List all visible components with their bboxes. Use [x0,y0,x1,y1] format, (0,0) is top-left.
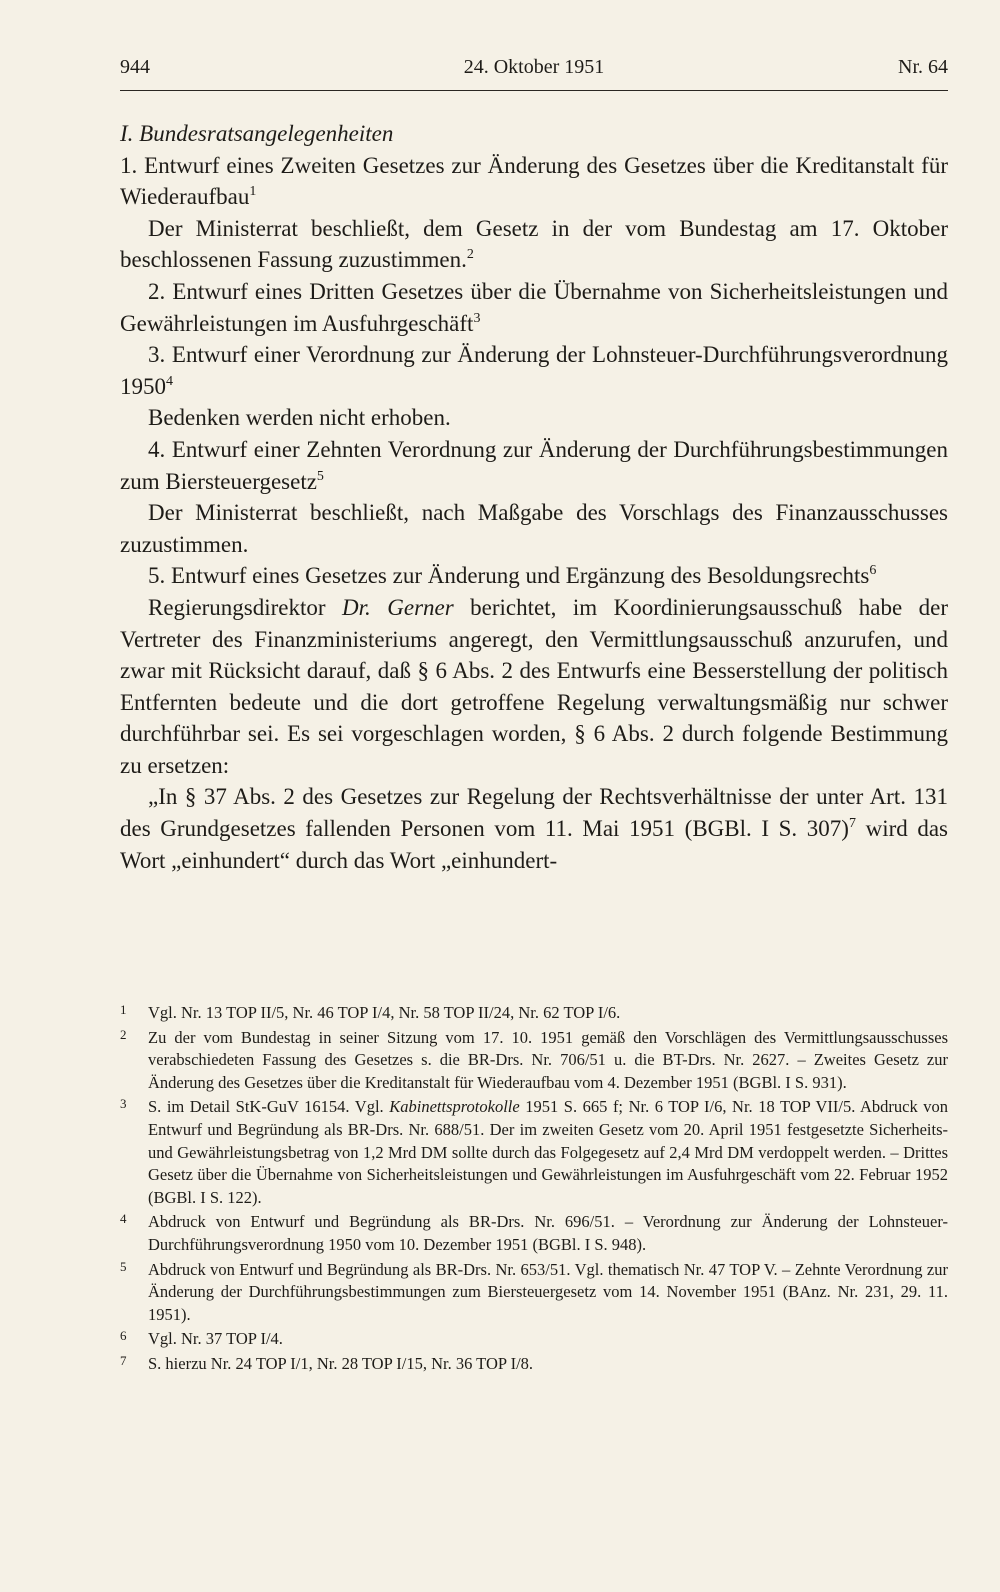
page-number: 944 [120,56,150,78]
report-paragraph [120,592,948,782]
agenda-item-3-decision: Bedenken werden nicht erhoben. [148,405,451,431]
footnote [120,1328,948,1351]
footnote-text: Vgl. Nr. 13 TOP II/5, Nr. 46 TOP I/4, Nr. 58 TOP II/24, Nr. 62 TOP I/6. [148,1003,621,1022]
agenda-item-1-decision-text: Der Ministerrat beschließt, dem Gesetz in der vom Bundestag am 17. Oktober beschlossenen Fassung zuzustimmen. [120,215,948,273]
agenda-item-4 [120,434,948,497]
footnote-mark: 3 [120,1096,127,1112]
footnote-text: Vgl. Nr. 37 TOP I/4. [148,1329,283,1349]
issue-number: Nr. 64 [898,56,948,78]
footnotes [120,1002,948,1378]
report-text: berichtet, im Koordinierungsausschuß habe der Vertreter des Finanzministeriums angeregt, den Vermittlungsausschuß anzurufen, und zwar mit Rücksicht darauf, daß § 6 Abs. 2 des Entwurfs eine Besserstellung der politisch Entfernten bedeute und die dort getroffene Regelung verwaltungsmäßig nur schwer durchführbar sei. Es sei vorgeschlagen worden, § 6 Abs. 2 durch folgende Bestimmung zu ersetzen: [120,594,948,778]
header-date: 24. Oktober 1951 [463,56,605,78]
footnote-text-a: S. im Detail StK-GuV 16154. Vgl. [148,1097,384,1117]
footnote-ref-4: 4 [166,373,173,389]
footnote-ref-6: 6 [869,563,877,579]
agenda-item-5 [120,560,948,592]
footnote [120,1211,948,1256]
quoted-provision-text-b: wird das Wort „einhundert“ durch das Wort „einhundert- [120,816,949,873]
agenda-item-1 [120,150,948,213]
agenda-item-3-text: 3. Entwurf einer Verordnung zur Änderung der Lohnsteuer-Durchführungsverordnung 1950 [120,342,948,399]
running-head [120,56,948,86]
footnote-ref-5: 5 [316,468,324,484]
footnote-ref-7: 7 [848,816,856,832]
footnote-ref-1: 1 [249,184,257,200]
agenda-item-2-text: 2. Entwurf eines Dritten Gesetzes über die Übernahme von Sicherheitsleistungen und Gewährleistungen im Ausfuhrgeschäft [120,278,948,336]
main-text [120,118,948,876]
agenda-item-1-text: 1. Entwurf eines Zweiten Gesetzes zur Änderung des Gesetzes über die Kreditanstalt für Wiederaufbau [120,152,948,210]
footnote [120,1353,948,1376]
footnote-mark: 2 [120,1026,127,1042]
agenda-item-1-decision [120,213,948,276]
header-rule [120,90,948,91]
quoted-provision-text-a: „In § 37 Abs. 2 des Gesetzes zur Regelung der Rechtsverhältnisse der unter Art. 131 des Grundgesetzes fallenden Personen vom 11. Mai 1951 (BGBl. I S. 307) [120,784,948,842]
section-heading: I. Bundesratsangelegenheiten [120,121,394,146]
footnote-mark: 7 [120,1352,127,1368]
footnote-mark: 5 [120,1258,127,1274]
footnote-text: Abdruck von Entwurf und Begründung als BR-Drs. Nr. 653/51. Vgl. thematisch Nr. 47 TOP V. – Zehnte Verordnung zur Änderung der Durchführungsbestimmungen zum Biersteuergesetz vom 14. November 1951 (BAnz. Nr. 231, 29. 11. 1951). [148,1259,948,1324]
agenda-item-4-text: 4. Entwurf einer Zehnten Verordnung zur Änderung der Durchführungsbestimmungen zum Biersteuergesetz [120,436,948,494]
footnote-mark: 1 [120,1002,127,1017]
footnote-text: Abdruck von Entwurf und Begründung als BR-Drs. Nr. 696/51. – Verordnung zur Änderung der Lohnsteuer-Durchführungsverordnung 1950 vom 10. Dezember 1951 (BGBl. I S. 948). [148,1212,948,1254]
footnote-mark: 4 [120,1211,127,1227]
footnote [120,1096,948,1209]
footnote [120,1002,948,1025]
footnote-text: S. hierzu Nr. 24 TOP I/1, Nr. 28 TOP I/15, Nr. 36 TOP I/8. [148,1353,534,1373]
footnote-text: Zu der vom Bundestag in seiner Sitzung vom 17. 10. 1951 gemäß den Vorschlägen des Vermittlungsausschusses verabschiedeten Fassung des Gesetzes s. die BR-Drs. Nr. 706/51 u. die BT-Drs. Nr. 2627. – Zweites Gesetz zur Änderung des Gesetzes über die Kreditanstalt für Wiederaufbau vom 4. Dezember 1951 (BGBl. I S. 931). [148,1027,948,1092]
footnote-text-b: 1951 S. 665 f; Nr. 6 TOP I/6, Nr. 18 TOP VII/5. Abdruck von Entwurf und Begründung als BR-Drs. Nr. 688/51. Der im zweiten Gesetz vom 20. April 1951 festgesetzte Sicherheits- und Gewährleistungsbetrag von 1,2 Mrd DM sollte durch das Folgegesetz auf 2,4 Mrd DM verdoppelt werden. – Drittes Gesetz über die Übernahme von Sicherheitsleistungen und Gewährleistungen im Ausfuhrgeschäft vom 22. Februar 1952 (BGBl. I S. 122). [148,1097,948,1207]
agenda-item-5-text: 5. Entwurf eines Gesetzes zur Änderung und Ergänzung des Besoldungsrechts [148,563,870,589]
footnote-ref-3: 3 [473,310,481,326]
report-lead: Regierungsdirektor [148,594,326,620]
agenda-item-4-decision: Der Ministerrat beschließt, nach Maßgabe des Vorschlags des Finanzausschusses zuzustimmen. [120,500,948,557]
footnote [120,1027,948,1095]
footnote-ref-2: 2 [466,247,474,263]
footnote-mark: 6 [120,1328,127,1344]
footnote [120,1259,948,1327]
agenda-item-2 [120,276,948,339]
footnote-text-italic: Kabinettsprotokolle [389,1097,520,1117]
quoted-provision [120,781,948,876]
speaker-name: Dr. Gerner [342,594,454,620]
agenda-item-3 [120,339,948,402]
